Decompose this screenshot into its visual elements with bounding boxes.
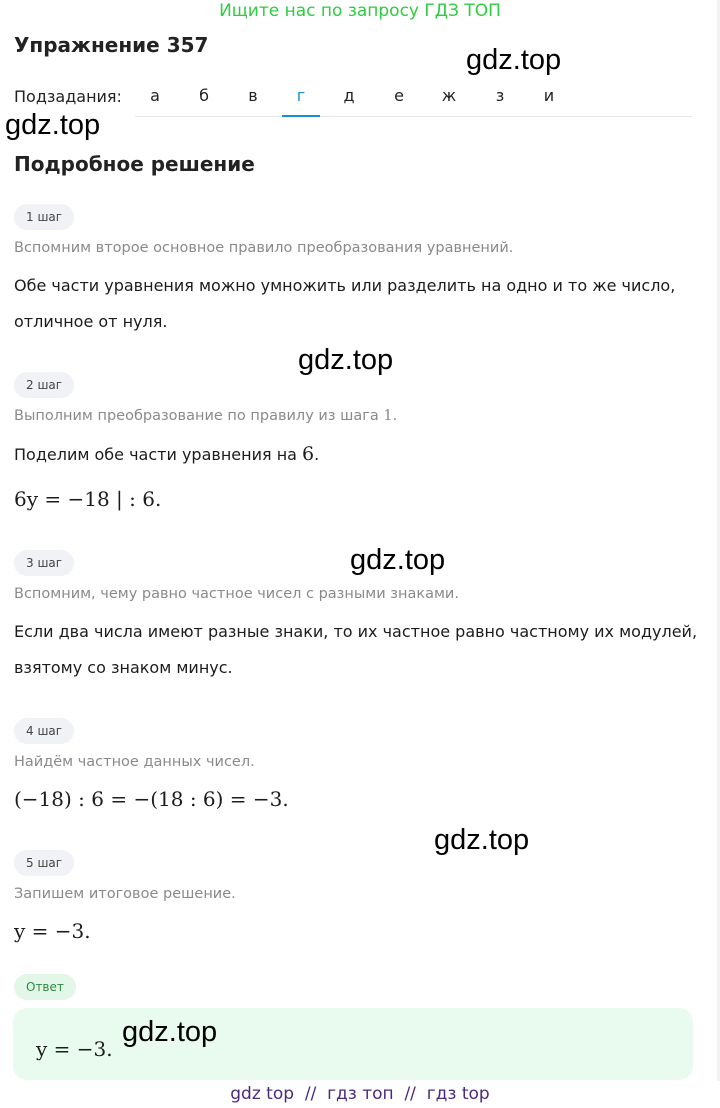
subtask-tab-zh[interactable]: ж bbox=[441, 86, 457, 105]
subtask-tab-d[interactable]: д bbox=[343, 86, 355, 105]
answer-math: y = −3. bbox=[36, 1037, 113, 1061]
step-2-hint: Выполним преобразование по правилу из шага 1. bbox=[14, 408, 398, 424]
subtask-tab-z[interactable]: з bbox=[495, 86, 505, 105]
footer-links[interactable]: gdz top // гдз топ // гдз top bbox=[0, 1081, 720, 1108]
step-4-hint: Найдём частное данных чисел. bbox=[14, 754, 255, 770]
step-1-text: Обе части уравнения можно умножить или разделить на одно и то же число, отличное от нуля. bbox=[14, 276, 676, 331]
watermark: gdz.top bbox=[434, 824, 530, 856]
step-5-math: y = −3. bbox=[14, 919, 91, 943]
step-1-hint: Вспомним второе основное правило преобразования уравнений. bbox=[14, 240, 514, 256]
subtask-tab-b[interactable]: б bbox=[199, 86, 209, 105]
subtasks-tabs bbox=[135, 80, 692, 117]
subtask-tab-g[interactable]: г bbox=[282, 80, 320, 117]
step-3-badge: 3 шаг bbox=[14, 550, 74, 576]
step-5-badge: 5 шаг bbox=[14, 850, 74, 876]
step-2-text-number: 6 bbox=[302, 443, 315, 465]
promo-banner[interactable]: Ищите нас по запросу ГДЗ ТОП bbox=[219, 1, 501, 21]
page-title: Упражнение 357 bbox=[14, 33, 209, 57]
subtask-tab-v[interactable]: в bbox=[248, 86, 258, 105]
watermark: gdz.top bbox=[5, 109, 101, 141]
watermark: gdz.top bbox=[122, 1016, 218, 1048]
answer-box bbox=[13, 1008, 693, 1080]
watermark: gdz.top bbox=[298, 344, 394, 376]
step-3-hint: Вспомним, чему равно частное чисел с разными знаками. bbox=[14, 586, 459, 602]
step-5-hint: Запишем итоговое решение. bbox=[14, 886, 236, 902]
step-4-math: (−18) : 6 = −(18 : 6) = −3. bbox=[14, 787, 289, 811]
step-3-text: Если два числа имеют разные знаки, то их частное равно частному их модулей, взятому со знаком минус. bbox=[14, 622, 698, 677]
subtask-tab-a[interactable]: а bbox=[150, 86, 160, 105]
step-1-badge: 1 шаг bbox=[14, 204, 74, 230]
subtask-tab-e[interactable]: е bbox=[394, 86, 404, 105]
step-2-badge: 2 шаг bbox=[14, 372, 74, 398]
answer-badge: Ответ bbox=[14, 974, 76, 1000]
step-2-hint-number: 1 bbox=[383, 408, 393, 424]
subtasks-label: Подзадания: bbox=[14, 87, 122, 106]
subtask-tab-i[interactable]: и bbox=[543, 86, 555, 105]
step-2-text: Поделим обе части уравнения на 6. bbox=[14, 443, 320, 465]
watermark: gdz.top bbox=[350, 544, 446, 576]
watermark: gdz.top bbox=[466, 44, 562, 76]
step-4-badge: 4 шаг bbox=[14, 718, 74, 744]
solution-heading: Подробное решение bbox=[14, 152, 255, 176]
step-2-math: 6y = −18 | : 6. bbox=[14, 487, 162, 511]
